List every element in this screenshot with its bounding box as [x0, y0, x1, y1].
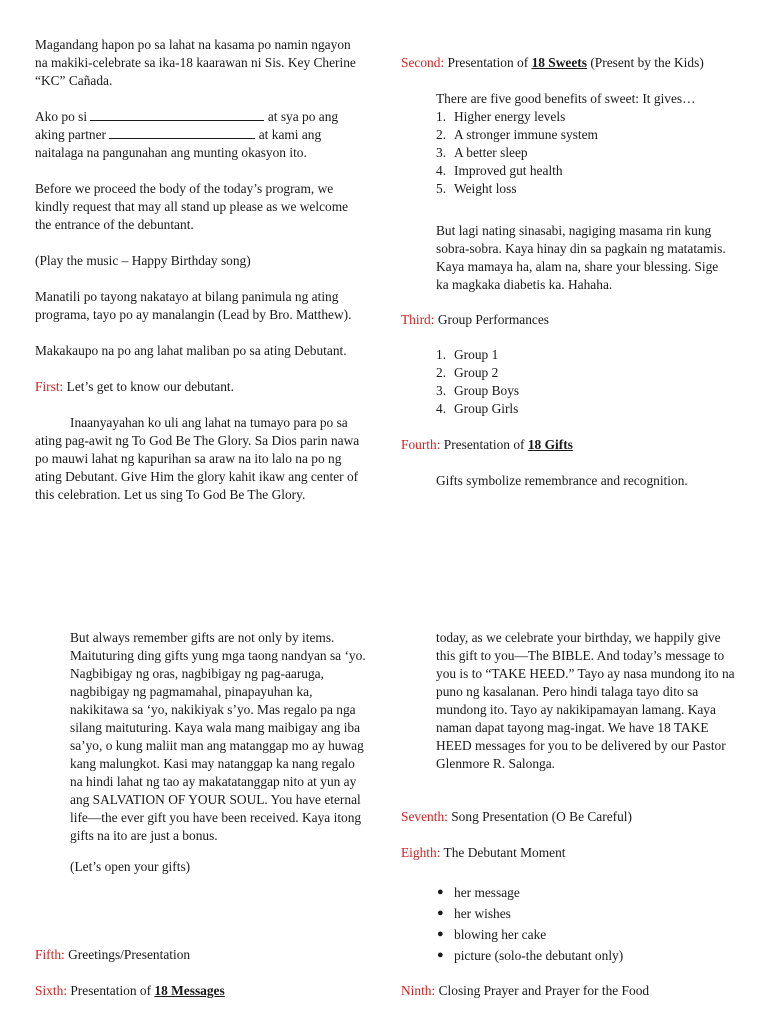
sit-paragraph: Makakaupo na po ang lahat maliban po sa ating Debutant. [35, 343, 347, 358]
first-text: Let’s get to know our debutant. [66, 379, 234, 394]
sixth-label: Sixth: [35, 983, 67, 998]
sixth-bold: 18 Messages [154, 983, 225, 998]
sixth-pre: Presentation of [70, 983, 152, 998]
second-label: Second: [401, 55, 445, 70]
list-item: ● blowing her cake [454, 924, 736, 945]
bullet-icon: ● [437, 949, 444, 961]
second-post: (Present by the Kids) [590, 55, 704, 70]
list-item: 4. Improved gut health [436, 163, 563, 178]
sixth-heading [35, 982, 365, 1000]
list-item: 2. A stronger immune system [436, 127, 598, 142]
seventh-label: Seventh: [401, 809, 448, 824]
sweet-warning: But lagi nating sinasabi, nagiging masama rin kung sobra-sobra. Kaya hinay din sa pagkain ng matatamis. Kaya mamaya ha, alam na, share your blessing. Sige ka magkaka diabetis ka. Hahaha. [436, 223, 726, 292]
second-heading [401, 54, 733, 72]
ninth-label: Ninth: [401, 983, 436, 998]
fourth-label: Fourth: [401, 437, 441, 452]
fourth-bold: 18 Gifts [527, 437, 573, 452]
cut-off-text-left [70, 1016, 310, 1024]
list-item: 1. Higher energy levels [436, 109, 566, 124]
seventh-heading [401, 808, 736, 826]
fifth-label: Fifth: [35, 947, 65, 962]
ninth-text: Closing Prayer and Prayer for the Food [438, 983, 650, 998]
intro-paragraph: Magandang hapon po sa lahat na kasama po namin ngayon na makiki-celebrate sa ika-18 kaarawan ni Sis. Key Cherine “KC” Cañada. [35, 37, 356, 88]
bullet-icon: ● [437, 907, 444, 919]
fourth-pre: Presentation of [443, 437, 525, 452]
eighth-heading [401, 844, 736, 862]
list-item: ● her wishes [454, 903, 736, 924]
first-label: First: [35, 379, 64, 394]
right-bottom-column [436, 629, 736, 773]
left-bottom-column [70, 629, 370, 876]
prayer-paragraph: Manatili po tayong nakatayo at bilang panimula ng ating programa, tayo po ay manalangin (Lead by Bro. Matthew). [35, 289, 352, 322]
third-text: Group Performances [437, 312, 550, 327]
seventh-text: Song Presentation (O Be Careful) [451, 809, 632, 824]
list-item: 4. Group Girls [436, 401, 519, 416]
third-label: Third: [401, 312, 435, 327]
fifth-text: Greetings/Presentation [68, 947, 191, 962]
benefits-list [436, 108, 733, 198]
open-gifts-note: (Let’s open your gifts) [70, 859, 191, 874]
second-pre: Presentation of [447, 55, 529, 70]
host-line-b: at sya po ang aking partner [35, 109, 339, 142]
host-line-c: at kami ang naitalaga na pangunahan ang munting okasyon ito. [35, 127, 322, 160]
list-item: 3. Group Boys [436, 383, 520, 398]
right-top-column [401, 54, 733, 490]
right-bottom-headings [401, 808, 736, 1000]
bullet-icon: ● [437, 928, 444, 940]
list-item: 3. A better sleep [436, 145, 528, 160]
host-line-a: Ako po si [35, 109, 88, 124]
music-note: (Play the music – Happy Birthday song) [35, 253, 251, 268]
list-item: 2. Group 2 [436, 365, 499, 380]
groups-list [436, 346, 733, 418]
list-item: ● her message [454, 882, 736, 903]
second-bold: 18 Sweets [531, 55, 587, 70]
list-item: 1. Group 1 [436, 347, 499, 362]
host-paragraph [35, 108, 365, 162]
eighth-label: Eighth: [401, 845, 441, 860]
first-body: Inaanyayahan ko uli ang lahat na tumayo para po sa ating pag-awit ng To God Be The Glory. Sa Dios parin nawa po mauwi lahat ng kapurihan sa araw na ito lalo na po ng ating Debutant. Give Him the glory kahit ikaw ang center of this celebration. Let us sing To God Be The Glory. [35, 415, 360, 502]
moments-list [437, 882, 736, 966]
list-item: ● picture (solo-the debutant only) [454, 945, 736, 966]
bible-text: today, as we celebrate your birthday, we happily give this gift to you—The BIBLE. And today’s message to you is to “TAKE HEED.” Tayo ay nasa mundong ito na puno ng kasalanan. Pero hindi talaga tayo dito sa mundong ito. Tayo ay nakikipamayan lamang. Kaya naman dapat tayong mag-ingat. We have 18 TAKE HEED messages for you to be delivered by our Pastor Glenmore R. Salonga. [436, 630, 735, 771]
proceed-paragraph: Before we proceed the body of the today’s program, we kindly request that may all stand up please as we welcome the entrance of the debuntant. [35, 181, 349, 232]
eighth-text: The Debutant Moment [443, 845, 566, 860]
left-top-column [35, 36, 365, 504]
gifts-text: Gifts symbolize remembrance and recognition. [436, 473, 688, 488]
gifts-body: But always remember gifts are not only by items. Maituturing ding gifts yung mga taong nandyan sa ‘yo. Nagbibigay ng oras, nagbibigay ng pag-aaruga, nagbibigay ng pagmamahal, pinapayuhan ka, nakikitawa sa ‘yo, nakikiyak s’yo. Mas regalo pa nga silang maituturing. Kaya wala mang maibigay ang iba sa’yo, o kung maliit man ang matanggap mo ay huwag kang malungkot. Kasi may natanggap ka nang regalo na hindi lahat ng tao ay makatatanggap nito at yun ay ang SALVATION OF YOUR SOUL. You have eternal life—the ever gift you have been received. Kaya itong gifts na ito are just a bonus. [70, 630, 366, 843]
host-name-blank [90, 108, 264, 121]
third-heading [401, 311, 733, 329]
list-item: 5. Weight loss [436, 181, 517, 196]
bullet-icon: ● [437, 886, 444, 898]
partner-name-blank [109, 126, 255, 139]
first-heading [35, 378, 365, 396]
ninth-heading [401, 982, 736, 1000]
fourth-heading [401, 436, 733, 454]
benefits-intro: There are five good benefits of sweet: It gives… [436, 91, 696, 106]
fifth-heading [35, 946, 365, 964]
left-bottom-headings [35, 946, 365, 1000]
